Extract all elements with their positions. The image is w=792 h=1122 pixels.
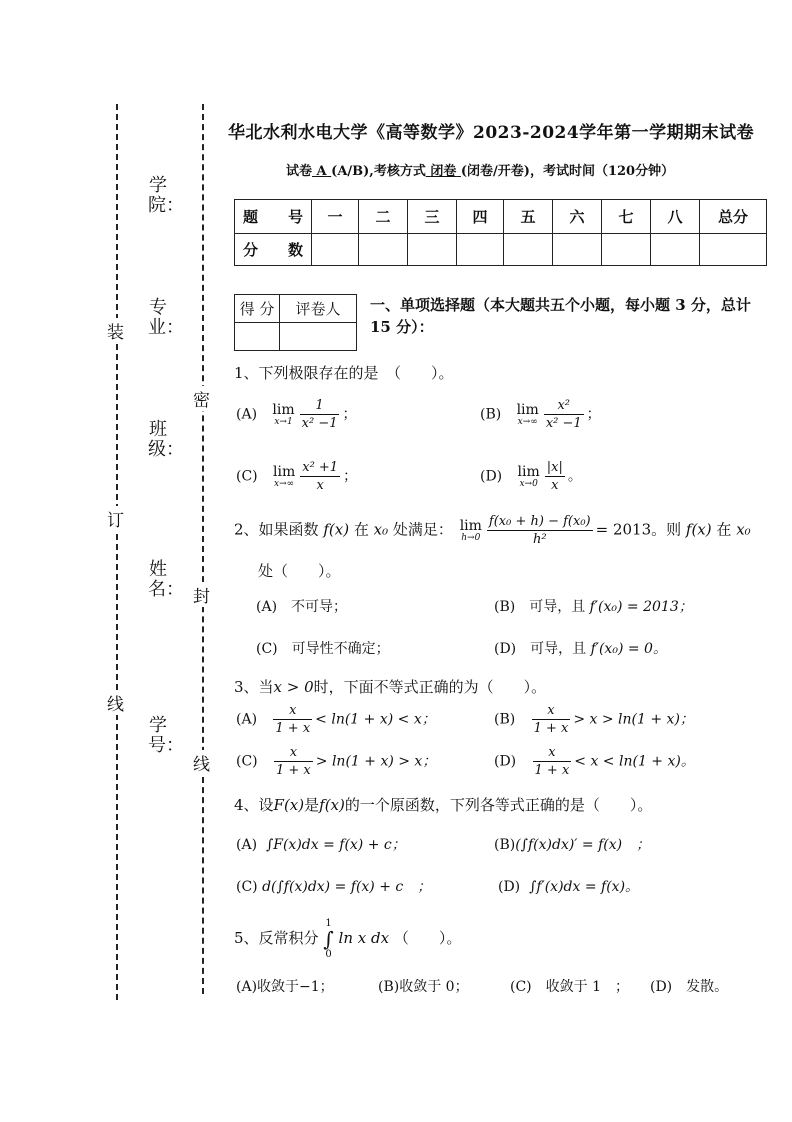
score-cell[interactable]	[651, 234, 700, 266]
q5-option-d[interactable]: (D) 发散。	[650, 979, 729, 995]
q3-option-a[interactable]: (A) $\frac{x}{1 + x}$ < ln(1 + x) < x；	[236, 703, 436, 736]
exam-title: 华北水利水电大学《高等数学》2023-2024学年第一学期期末试卷	[228, 123, 755, 143]
q3-option-b[interactable]: (B) $\frac{x}{1 + x}$ > x > ln(1 + x)；	[494, 703, 694, 736]
q1-option-b[interactable]: (B) lim x→∞ $\frac{\text{x²}}{\text{x² −1}}$ ；	[480, 398, 601, 431]
grader-score-label: 得 分	[235, 295, 280, 323]
q2-option-c[interactable]: (C) 可导性不确定；	[256, 641, 390, 657]
score-header-cell: 题 号	[235, 200, 312, 234]
binding-char-zhuang: 装	[107, 318, 124, 343]
q3-option-c[interactable]: (C) $\frac{x}{1 + x}$ > ln(1 + x) > x；	[236, 745, 437, 778]
score-cell[interactable]	[700, 234, 767, 266]
score-cell[interactable]	[312, 234, 359, 266]
field-name-label: 姓名：	[148, 559, 184, 600]
q5-option-a[interactable]: (A)收敛于−1；	[236, 979, 334, 995]
seal-char-feng: 封	[193, 582, 210, 607]
score-header-cell: 二	[359, 200, 408, 234]
grader-score-cell[interactable]	[235, 323, 280, 351]
exam-mode-options: (闭卷/开卷)，考试时间（120分钟）	[460, 164, 675, 179]
q4-option-b[interactable]: (B)(∫f(x)dx)′ = f(x) ；	[494, 837, 651, 853]
paper-value: A	[316, 164, 327, 179]
integral-sign-icon: ∫	[323, 927, 334, 951]
score-header-cell: 五	[504, 200, 553, 234]
q5-lower-limit: 0	[325, 949, 332, 960]
score-cell[interactable]	[457, 234, 504, 266]
field-major-label: 专业：	[148, 297, 184, 338]
q1-stem: 1、下列极限存在的是 （ ）。	[234, 364, 454, 382]
q2-stem: 2、如果函数 f(x) 在 x₀ 处满足： lim h→0 $\frac{\text{f(x₀ + h) − f(x₀)}}{\text{h²}}$ = 2013。则 f(x) 在 x₀	[234, 514, 751, 547]
score-table-header-row	[235, 200, 767, 234]
score-header-cell: 七	[602, 200, 651, 234]
binding-char-ding: 订	[107, 506, 124, 531]
score-header-cell: 三	[408, 200, 457, 234]
q1-option-a[interactable]: (A) lim x→1 $\frac{1}{\text{x² −1}}$ ；	[236, 398, 357, 431]
inner-seal-line	[202, 104, 204, 994]
field-class-label: 班级：	[148, 419, 184, 460]
score-table	[234, 199, 767, 266]
score-cell[interactable]	[359, 234, 408, 266]
exam-mode: 闭卷	[430, 164, 457, 179]
grader-name-label: 评卷人	[280, 295, 357, 323]
score-cell[interactable]	[504, 234, 553, 266]
binding-char-xian: 线	[107, 690, 124, 715]
paper-label: 试卷	[286, 164, 313, 179]
q3-stem: 3、当x > 0时，下面不等式正确的为（ ）。	[234, 678, 547, 696]
score-row-label: 分 数	[235, 234, 312, 266]
q5-stem: 5、反常积分 1 ∫ 0 ln x dx （ ）。	[234, 918, 462, 960]
score-header-cell: 总分	[700, 200, 767, 234]
grader-name-cell[interactable]	[280, 323, 357, 351]
score-cell[interactable]	[553, 234, 602, 266]
q5-option-b[interactable]: (B)收敛于 0；	[378, 979, 469, 995]
score-cell[interactable]	[602, 234, 651, 266]
q5-upper-limit: 1	[325, 918, 332, 929]
q3-option-d[interactable]: (D) $\frac{x}{1 + x}$ < x < ln(1 + x)。	[494, 745, 695, 778]
q2-option-d[interactable]: (D) 可导，且 f′(x₀) = 0。	[494, 641, 667, 657]
seal-char-xian: 线	[193, 750, 210, 775]
q5-option-c[interactable]: (C) 收敛于 1 ；	[510, 979, 629, 995]
score-header-cell: 六	[553, 200, 602, 234]
field-student-id-label: 学号：	[148, 715, 184, 756]
q2-option-a[interactable]: (A) 不可导；	[256, 599, 348, 615]
score-header-cell: 八	[651, 200, 700, 234]
score-header-cell: 四	[457, 200, 504, 234]
score-header-cell: 一	[312, 200, 359, 234]
score-cell[interactable]	[408, 234, 457, 266]
q2-option-b[interactable]: (B) 可导，且 f′(x₀) = 2013；	[494, 599, 693, 615]
q1-option-c[interactable]: (C) lim x→∞ $\frac{\text{x² +1}}{x}$ ；	[236, 460, 358, 493]
paper-options: (A/B),考核方式	[331, 164, 426, 179]
q4-option-d[interactable]: (D) ∫f′(x)dx = f(x)。	[498, 879, 640, 895]
score-table-value-row	[235, 234, 767, 266]
section-1-heading: 一、单项选择题（本大题共五个小题，每小题 3 分，总计 15 分）：	[370, 296, 751, 336]
seal-char-mi: 密	[193, 386, 210, 411]
exam-subtitle	[286, 160, 674, 179]
q1-option-d[interactable]: (D) lim x→0 $\frac{|x|}{x}$ 。	[480, 460, 582, 493]
outer-binding-line	[116, 104, 118, 1000]
q4-option-a[interactable]: (A) ∫F(x)dx = f(x) + c；	[236, 837, 406, 853]
field-college-label: 学院：	[148, 175, 184, 216]
q4-stem: 4、设F(x)是f(x)的一个原函数，下列各等式正确的是（ ）。	[234, 796, 653, 814]
q4-option-c[interactable]: (C) d(∫f(x)dx) = f(x) + c ；	[236, 879, 432, 895]
q2-stem-continued: 处（ ）。	[258, 562, 341, 580]
grader-box	[234, 294, 357, 351]
